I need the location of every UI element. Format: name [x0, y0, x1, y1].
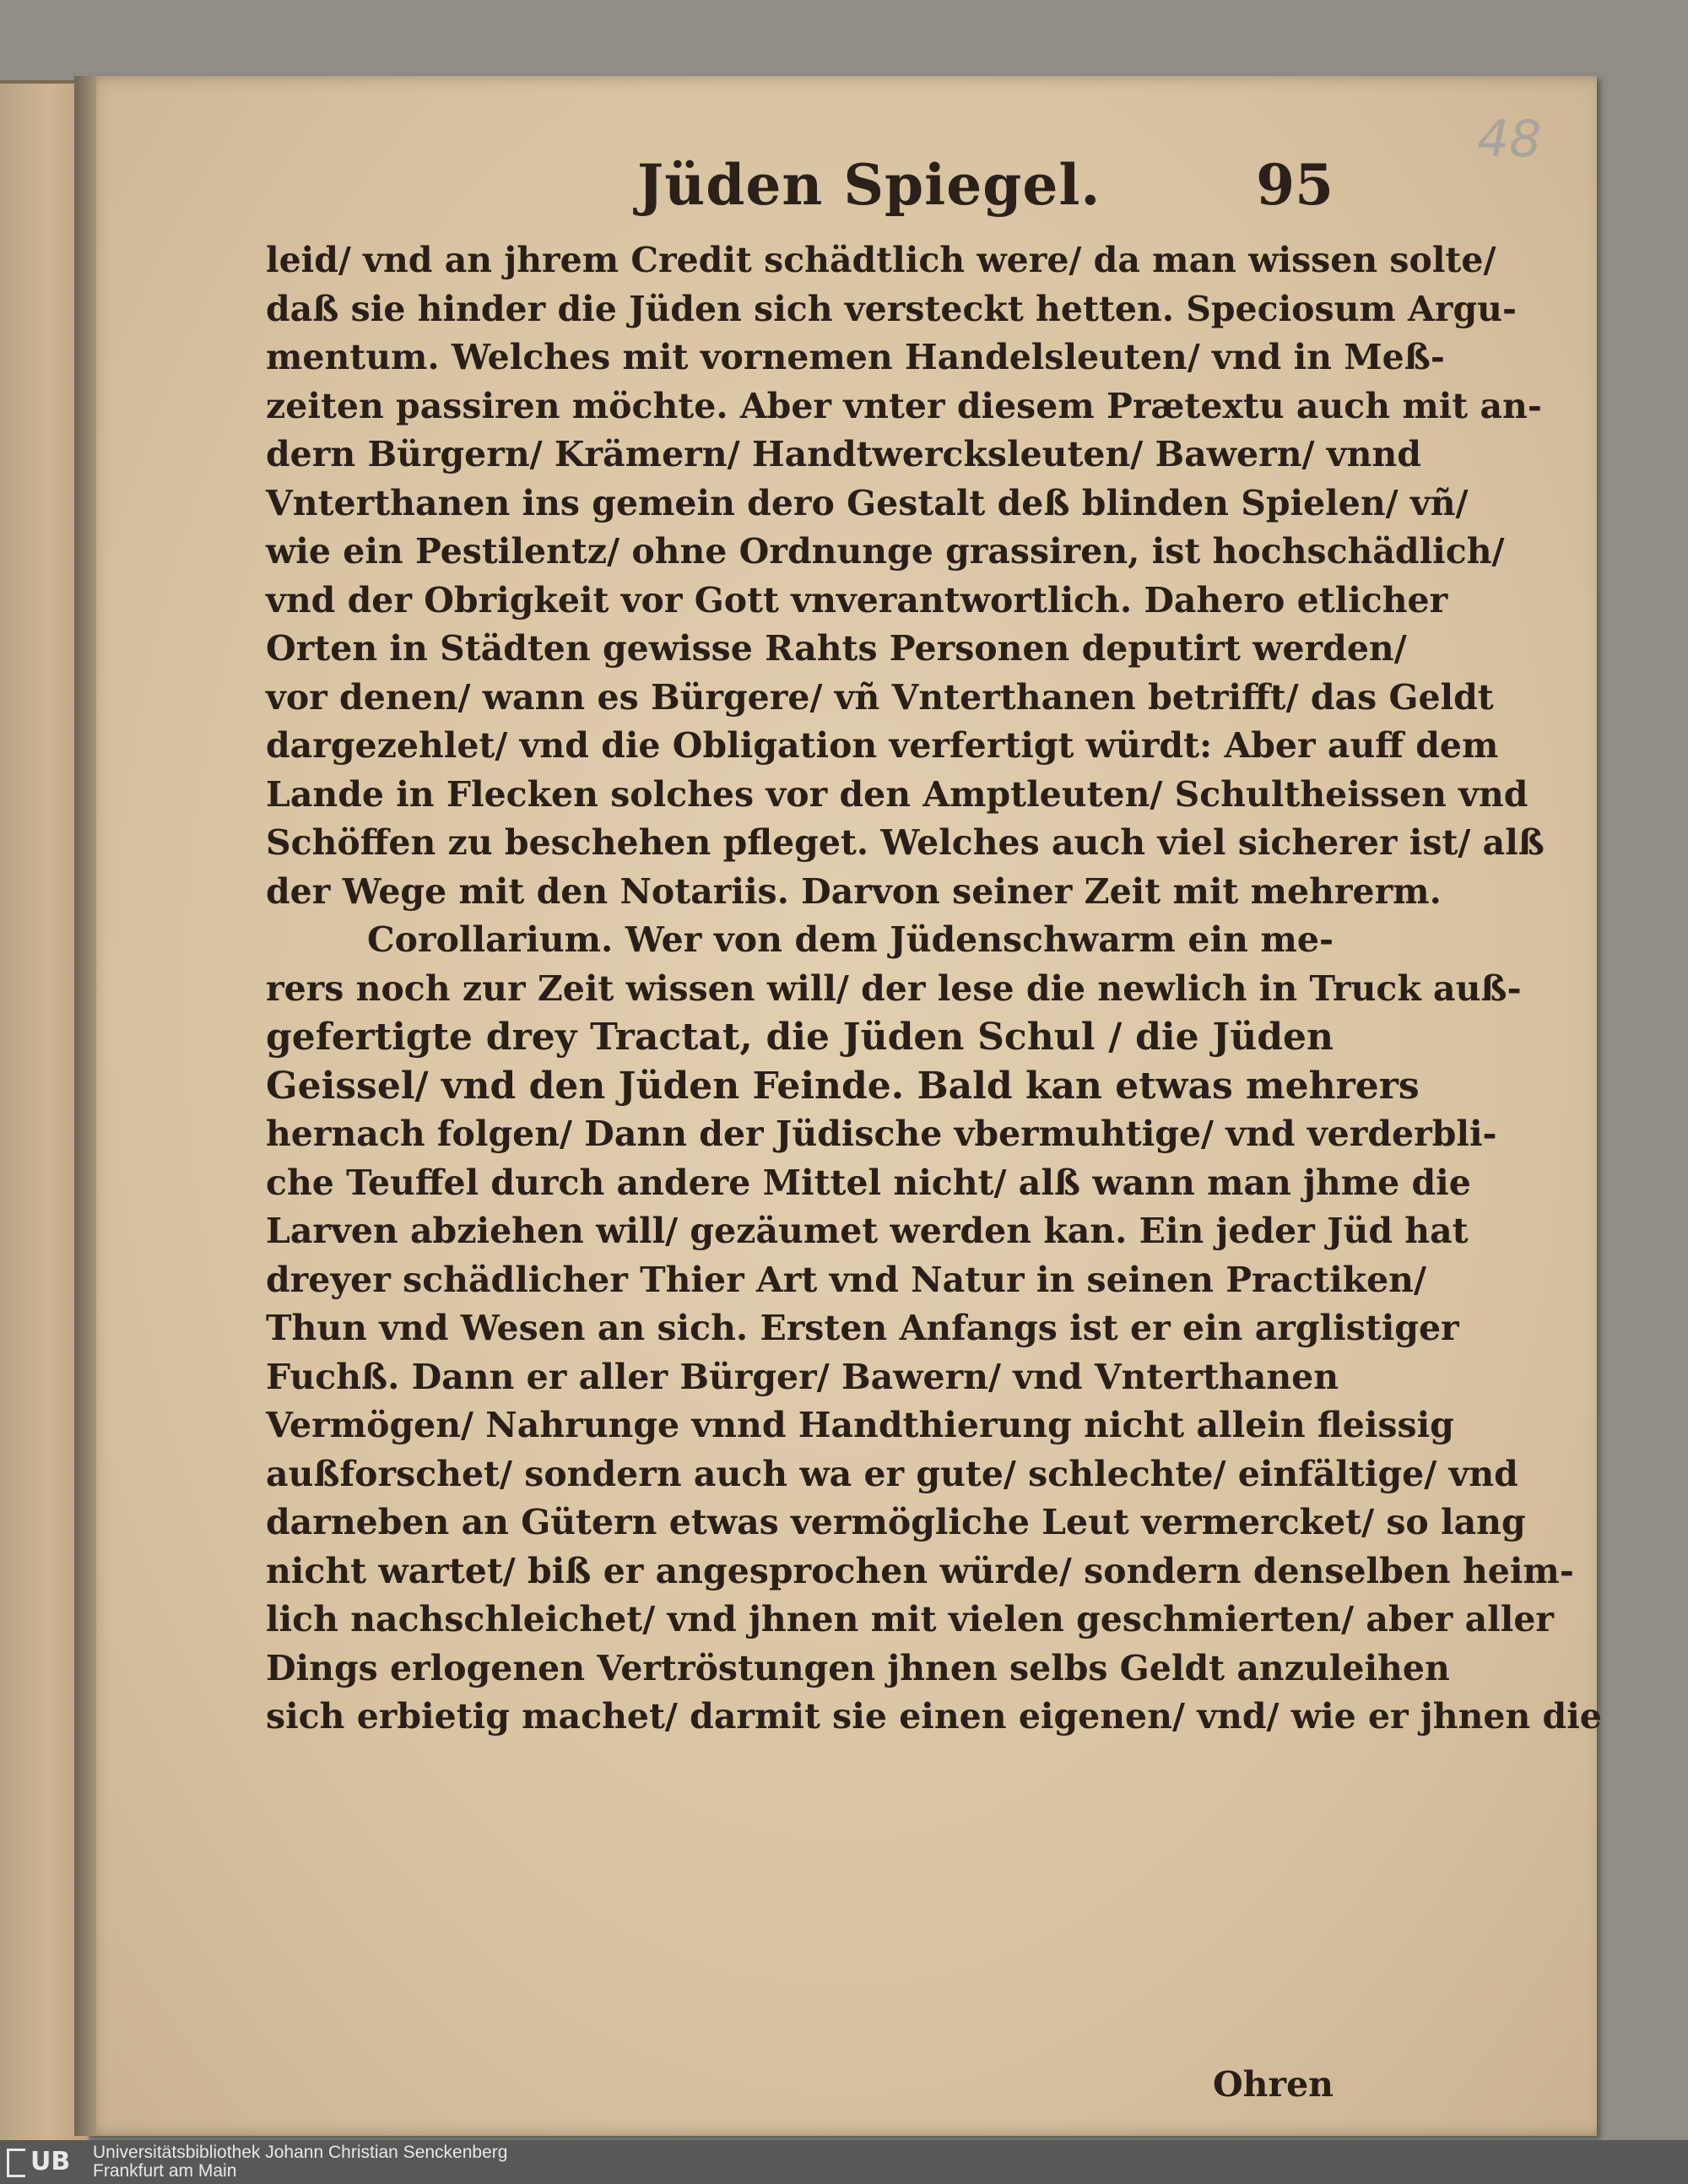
text-line: gefertigte drey Tractat, die Jüden Schul / die Jüden	[266, 1016, 1334, 1059]
text-line: außforschet/ sondern auch wa er gute/ schlechte/ einfältige/ vnd	[266, 1453, 1518, 1494]
library-name-line2: Frankfurt am Main	[93, 2161, 237, 2181]
logo-text: UB	[30, 2147, 71, 2176]
logo-mark-icon	[7, 2149, 25, 2177]
text-line: dreyer schädlicher Thier Art vnd Natur in seinen Practiken/	[266, 1259, 1426, 1300]
text-line: vor denen/ wann es Bürgere/ vñ Vnterthanen betrifft/ das Geldt	[266, 676, 1494, 718]
text-line: Vermögen/ Nahrunge vnnd Handthierung nicht allein fleissig	[266, 1405, 1454, 1445]
text-line: zeiten passiren möchte. Aber vnter diesem Prætextu auch mit an-	[266, 385, 1542, 426]
text-line: darneben an Gütern etwas vermögliche Leut vermercket/ so lang	[266, 1502, 1526, 1542]
text-line: Dings erlogenen Vertröstungen jhnen selbs Geldt anzuleihen	[266, 1647, 1450, 1688]
text-line: dern Bürgern/ Krämern/ Handtwercksleuten/ Bawern/ vnnd	[266, 434, 1421, 474]
text-line: lich nachschleichet/ vnd jhnen mit vielen geschmierten/ aber aller	[266, 1599, 1555, 1639]
text-line: che Teuffel durch andere Mittel nicht/ alß wann man jhme die	[266, 1162, 1471, 1203]
text-line: Fuchß. Dann er aller Bürger/ Bawern/ vnd Vnterthanen	[266, 1356, 1339, 1397]
text-line: dargezehlet/ vnd die Obligation verfertigt würdt: Aber auff dem	[266, 725, 1499, 766]
running-title: Jüden Spiegel.	[637, 152, 1101, 218]
text-line: Geissel/ vnd den Jüden Feinde. Bald kan etwas mehrers	[266, 1064, 1420, 1108]
text-line: leid/ vnd an jhrem Credit schädtlich were/ da man wissen solte/	[266, 240, 1496, 280]
text-line: Schöffen zu beschehen pfleget. Welches auch viel sicherer ist/ alß	[266, 822, 1545, 863]
text-line: rers noch zur Zeit wissen will/ der lese die newlich in Truck auß-	[266, 967, 1522, 1009]
text-line: Thun vnd Wesen an sich. Ersten Anfangs ist er ein arglistiger	[266, 1308, 1459, 1348]
text-line: Vnterthanen ins gemein dero Gestalt deß blinden Spielen/ vñ/	[266, 482, 1469, 523]
text-line: mentum. Welches mit vornemen Handelsleuten/ vnd in Meß-	[266, 337, 1445, 377]
text-line: wie ein Pestilentz/ ohne Ordnunge grassiren, ist hochschädlich/	[266, 531, 1505, 572]
text-line: hernach folgen/ Dann der Jüdische vbermuhtige/ vnd verderbli-	[266, 1114, 1497, 1154]
running-head	[266, 152, 1334, 236]
library-logo	[7, 2145, 86, 2179]
library-footer	[0, 2140, 1688, 2184]
text-line: nicht wartet/ biß er angesprochen würde/ sondern denselben heim-	[266, 1550, 1574, 1591]
text-line: Orten in Städten gewisse Rahts Personen deputirt werden/	[266, 628, 1407, 669]
library-name-line1: Universitätsbibliothek Johann Christian Senckenberg	[93, 2143, 508, 2162]
pencil-folio-annotation: 48	[1477, 110, 1542, 169]
text-line: der Wege mit den Notariis. Darvon seiner Zeit mit mehrerm.	[266, 870, 1442, 912]
text-line: vnd der Obrigkeit vor Gott vnverantwortlich. Dahero etlicher	[266, 579, 1448, 621]
text-line: Lande in Flecken solches vor den Amptleuten/ Schultheissen vnd	[266, 773, 1528, 815]
text-line-corollarium: Corollarium. Wer von dem Jüdenschwarm ein me-	[367, 919, 1334, 960]
text-line: daß sie hinder die Jüden sich versteckt hetten. Speciosum Argu-	[266, 288, 1517, 329]
body-text	[266, 236, 1602, 1742]
text-line: sich erbietig machet/ darmit sie einen eigenen/ vnd/ wie er jhnen die	[266, 1696, 1602, 1737]
library-name	[93, 2143, 507, 2181]
text-line: Larven abziehen will/ gezäumet werden kan. Ein jeder Jüd hat	[266, 1211, 1469, 1251]
catchword: Ohren	[1212, 2064, 1334, 2105]
page-number: 95	[1256, 152, 1334, 218]
page-gutter	[74, 76, 96, 2136]
